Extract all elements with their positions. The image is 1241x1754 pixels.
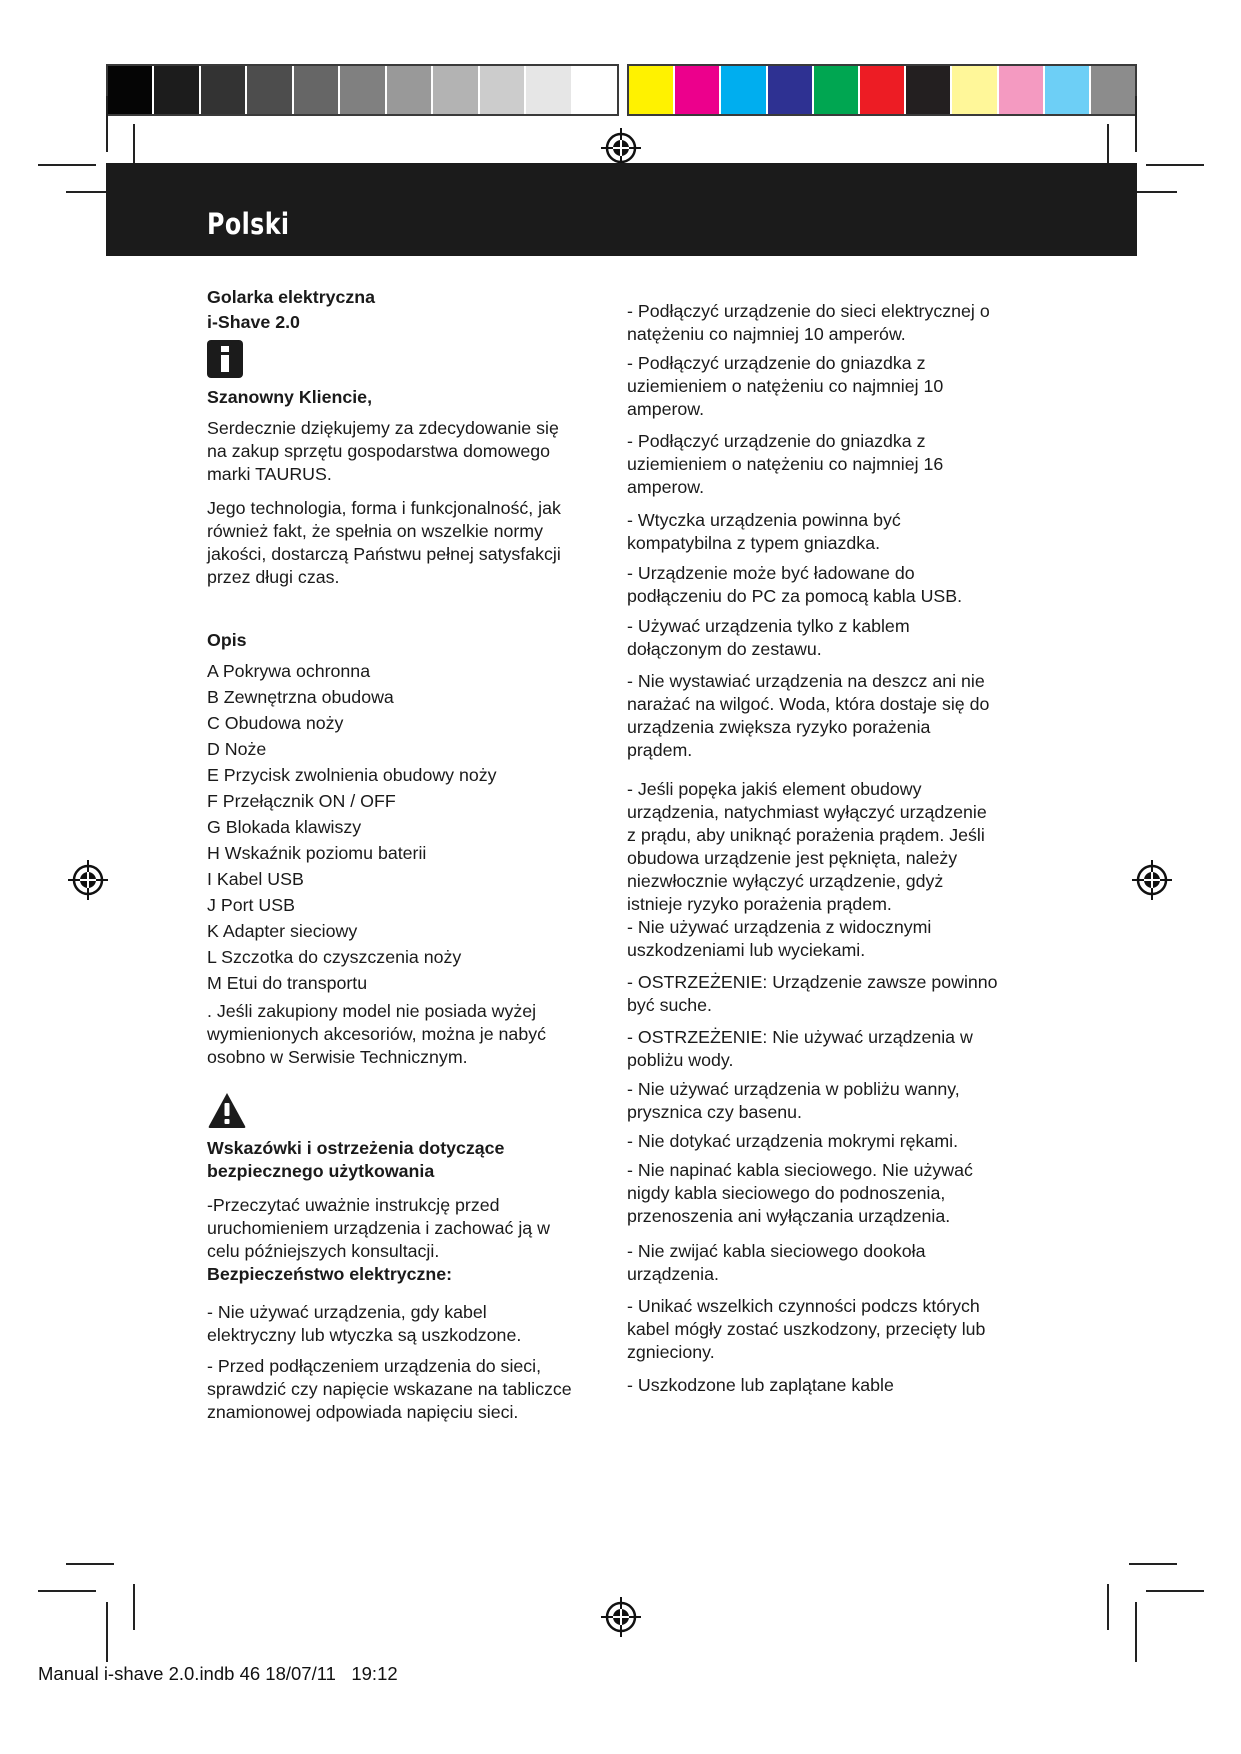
color-swatch [629,66,675,114]
section-title-electrical: Bezpieczeństwo elektryczne: [207,1264,453,1284]
crop-mark [133,1584,135,1630]
warning-icon [207,1091,579,1135]
crop-mark [1146,164,1204,166]
print-slug [38,1663,398,1685]
model-name: i-Shave 2.0 [207,312,300,332]
color-swatch [1091,66,1135,114]
safety-item: - Nie używać urządzenia, gdy kabel elektryczny lub wtyczka są uszkodzone. [207,1302,522,1345]
safety-item: - Podłączyć urządzenie do sieci elektrycznej o natężeniu co najmniej 10 amperów. [627,301,990,344]
intro-paragraph: Serdecznie dziękujemy za zdecydowanie się na zakup sprzętu gospodarstwa domowego marki TAURUS. [207,418,559,484]
crop-mark [1135,96,1137,152]
list-item: C Obudowa noży [207,713,344,733]
color-swatch [721,66,767,114]
registration-mark-icon [66,858,110,902]
color-swatch [1045,66,1091,114]
list-item: F Przełącznik ON / OFF [207,791,396,811]
language-title: Polski [207,207,290,241]
color-swatch [433,66,479,114]
list-item: D Noże [207,739,267,759]
info-icon [207,340,579,384]
list-item: I Kabel USB [207,869,304,889]
safety-item: - OSTRZEŻENIE: Nie używać urządzenia w pobliżu wody. [627,1027,973,1070]
crop-mark [66,191,110,193]
crop-mark [1133,191,1177,193]
safety-item: - Nie zwijać kabla sieciowego dookoła urządzenia. [627,1241,926,1284]
slug-file: Manual i-shave 2.0.indb 46 [38,1663,261,1684]
color-swatch [860,66,906,114]
safety-item: - OSTRZEŻENIE: Urządzenie zawsze powinno być suche. [627,972,998,1015]
list-item: B Zewnętrzna obudowa [207,687,394,707]
safety-intro: -Przeczytać uważnie instrukcję przed uruchomieniem urządzenia i zachować ją w celu późniejszych konsultacji. [207,1195,550,1261]
list-item: K Adapter sieciowy [207,921,358,941]
color-swatch [573,66,617,114]
section-title-description: Opis [207,630,247,650]
color-swatch [387,66,433,114]
safety-item: - Używać urządzenia tylko z kablem dołączonym do zestawu. [627,616,910,659]
color-swatch [154,66,200,114]
color-swatch [814,66,860,114]
safety-item: - Podłączyć urządzenie do gniazdka z uziemieniem o natężeniu co najmniej 10 amperow. [627,353,944,419]
intro-paragraph: Jego technologia, forma i funkcjonalność, jak również fakt, że spełnia on wszelkie normy jakości, dostarczą Państwu pełnej satysfakcji przez długi czas. [207,498,561,587]
section-title-safety: Wskazówki i ostrzeżenia dotyczące bezpiecznego użytkowania [207,1138,505,1181]
color-swatch [340,66,386,114]
list-item: L Szczotka do czyszczenia noży [207,947,462,967]
crop-mark [38,1590,96,1592]
grayscale-color-bar [106,64,619,116]
safety-item: - Nie używać urządzenia z widocznymi uszkodzeniami lub wyciekami. [627,917,932,960]
safety-item: - Nie napinać kabla sieciowego. Nie używać nigdy kabla sieciowego do podnoszenia, przenoszenia ani wyłączania urządzenia. [627,1160,973,1226]
registration-mark-icon [1130,858,1174,902]
crop-mark [1107,1584,1109,1630]
safety-item: - Nie wystawiać urządzenia na deszcz ani nie narażać na wilgoć. Woda, która dostaje się do urządzenia zwiększa ryzyko porażenia prądem. [627,671,990,760]
crop-mark [66,1563,114,1565]
safety-item: - Podłączyć urządzenie do gniazdka z uziemieniem o natężeniu co najmniej 16 amperow. [627,431,944,497]
crop-mark [1135,1602,1137,1662]
color-swatch [247,66,293,114]
list-item: M Etui do transportu [207,973,368,993]
color-swatch [201,66,247,114]
list-item: E Przycisk zwolnienia obudowy noży [207,765,497,785]
slug-time: 19:12 [351,1663,398,1684]
registration-mark-icon [599,1595,643,1639]
slug-date: 18/07/11 [265,1663,336,1684]
accessories-note: . Jeśli zakupiony model nie posiada wyżej wymienionych akcesoriów, można je nabyć osobno w Serwisie Technicznym. [207,1001,546,1067]
safety-item: - Nie używać urządzenia w pobliżu wanny, prysznica czy basenu. [627,1079,960,1122]
color-swatch [480,66,526,114]
parts-list [207,660,579,995]
color-swatch [294,66,340,114]
list-item: J Port USB [207,895,295,915]
product-name: Golarka elektryczna [207,287,376,307]
color-swatch [108,66,154,114]
color-swatch [675,66,721,114]
list-item: A Pokrywa ochronna [207,661,371,681]
safety-item: - Nie dotykać urządzenia mokrymi rękami. [627,1131,959,1151]
safety-item: - Urządzenie może być ładowane do podłączeniu do PC za pomocą kabla USB. [627,563,963,606]
crop-mark [1129,1563,1177,1565]
crop-mark [38,164,96,166]
crop-mark [1146,1590,1204,1592]
left-column [207,286,579,1424]
greeting: Szanowny Kliencie, [207,387,373,407]
color-swatch [906,66,952,114]
color-swatch [952,66,998,114]
safety-item: - Uszkodzone lub zaplątane kable [627,1375,894,1395]
list-item: H Wskaźnik poziomu baterii [207,843,427,863]
color-swatch [768,66,814,114]
language-header-band [106,163,1137,256]
list-item: G Blokada klawiszy [207,817,362,837]
crop-mark [106,96,108,152]
right-column [627,300,999,1397]
cmyk-color-bar [627,64,1137,116]
safety-item: - Wtyczka urządzenia powinna być kompatybilna z typem gniazdka. [627,510,901,553]
safety-item: - Unikać wszelkich czynności podczs których kabel mógły zostać uszkodzony, przecięty lub zgnieciony. [627,1296,986,1362]
color-swatch [526,66,572,114]
color-swatch [999,66,1045,114]
safety-item: - Jeśli popęka jakiś element obudowy urządzenia, natychmiast wyłączyć urządzenie z prądu, aby uniknąć porażenia prądem. Jeśli obudowa urządzenie jest pęknięta, należy niezwłocznie wyłączyć urządzenie, gdyż istnieje ryzyko porażenia prądem. [627,779,987,914]
crop-mark [106,1602,108,1662]
safety-item: - Przed podłączeniem urządzenia do sieci, sprawdzić czy napięcie wskazane na tabliczce znamionowej odpowiada napięciu sieci. [207,1356,572,1422]
